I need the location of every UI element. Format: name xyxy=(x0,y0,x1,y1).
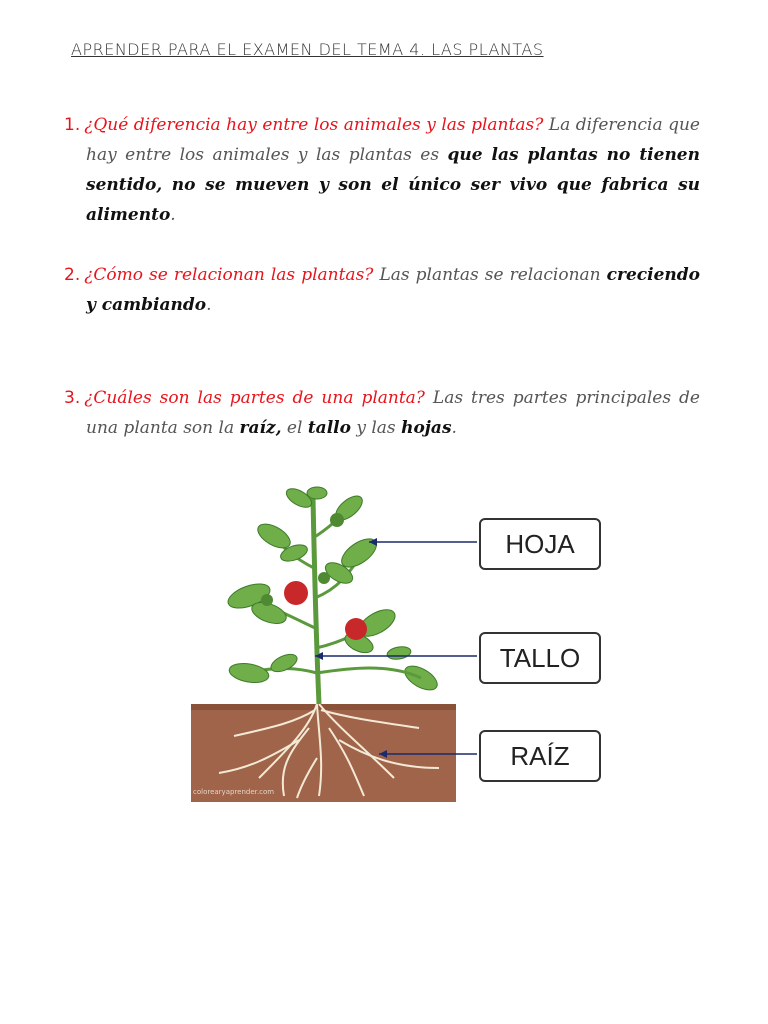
answer-end: . xyxy=(206,295,212,315)
answer-mid: y las xyxy=(350,418,402,438)
answer-intro: La diferencia que hay entre los animales y las plantas es xyxy=(86,115,700,165)
label-tallo: TALLO xyxy=(479,632,601,684)
answer-key-stem: tallo xyxy=(307,418,351,438)
question-number: 1. xyxy=(64,115,81,135)
answer-key: creciendo y cambiando xyxy=(86,265,700,315)
question-text: ¿Cuáles son las partes de una planta? xyxy=(84,388,425,408)
answer-intro: Las plantas se relacionan xyxy=(373,265,607,285)
plant-diagram xyxy=(189,478,605,808)
question-3 xyxy=(64,383,700,443)
label-raiz: RAÍZ xyxy=(479,730,601,782)
answer-end: . xyxy=(170,205,176,225)
question-number: 2. xyxy=(64,265,81,285)
answer-key: que las plantas no tienen sentido, no se mueven y son el único ser vivo que fabrica su alimento xyxy=(86,145,700,225)
question-text: ¿Qué diferencia hay entre los animales y las plantas? xyxy=(84,115,544,135)
answer-key-leaves: hojas xyxy=(401,418,452,438)
answer-mid: el xyxy=(281,418,308,438)
answer-key-root: raíz, xyxy=(239,418,282,438)
question-1 xyxy=(64,110,700,230)
question-number: 3. xyxy=(64,388,81,408)
watermark: colorearyaprender.com xyxy=(193,788,275,796)
answer-intro: Las tres partes principales de una planta son la xyxy=(86,388,700,438)
question-2 xyxy=(64,260,700,320)
answer-end: . xyxy=(451,418,457,438)
label-hoja: HOJA xyxy=(479,518,601,570)
question-text: ¿Cómo se relacionan las plantas? xyxy=(84,265,374,285)
page-title: APRENDER PARA EL EXAMEN DEL TEMA 4. LAS PLANTAS xyxy=(71,40,544,59)
